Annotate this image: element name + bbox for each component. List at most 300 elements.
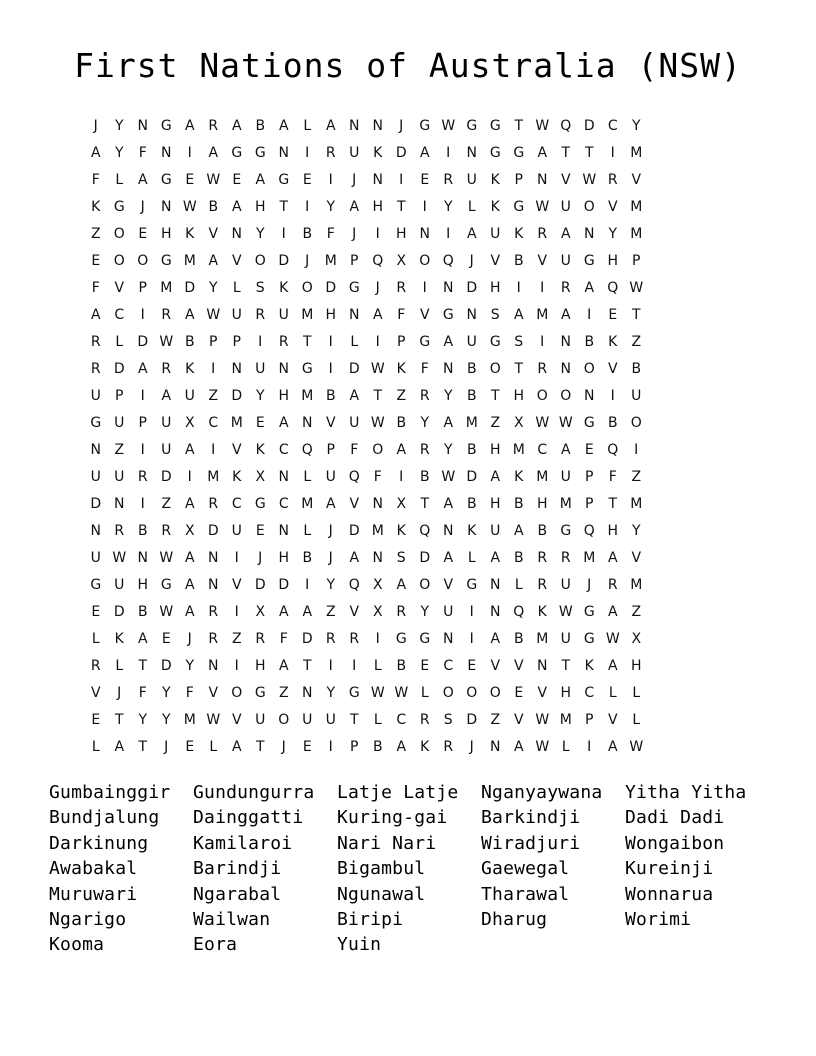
grid-letter[interactable]: B [631,361,642,377]
grid-letter[interactable]: R [255,631,266,647]
grid-letter[interactable]: N [208,550,219,566]
grid-letter[interactable]: L [632,712,641,728]
grid-letter[interactable]: A [161,388,172,404]
grid-letter[interactable]: Z [161,496,172,512]
grid-letter[interactable]: V [631,550,642,566]
grid-letter[interactable]: M [630,226,643,242]
grid-letter[interactable]: U [231,307,242,323]
grid-letter[interactable]: D [466,712,478,728]
grid-letter[interactable]: A [137,361,148,377]
grid-letter[interactable]: A [278,604,289,620]
grid-letter[interactable]: G [442,307,454,323]
grid-letter[interactable]: O [301,280,313,296]
grid-letter[interactable]: W [206,172,221,188]
grid-letter[interactable]: Y [420,415,430,431]
grid-letter[interactable]: B [396,658,407,674]
grid-letter[interactable]: H [536,496,548,512]
grid-letter[interactable]: B [537,523,548,539]
grid-letter[interactable]: V [90,685,101,701]
grid-letter[interactable]: U [278,307,289,323]
grid-letter[interactable]: N [302,685,313,701]
grid-letter[interactable]: F [279,631,288,647]
grid-letter[interactable]: I [258,334,263,350]
grid-letter[interactable]: A [349,550,360,566]
grid-letter[interactable]: I [446,226,451,242]
grid-letter[interactable]: D [466,469,478,485]
grid-letter[interactable]: O [630,415,642,431]
grid-letter[interactable]: I [422,280,427,296]
grid-letter[interactable]: L [115,658,124,674]
grid-letter[interactable]: I [516,280,521,296]
grid-letter[interactable]: L [303,523,312,539]
grid-letter[interactable]: Y [326,199,336,215]
grid-letter[interactable]: Y [443,388,453,404]
grid-letter[interactable]: I [305,145,310,161]
grid-letter[interactable]: U [466,172,477,188]
grid-letter[interactable]: J [164,739,169,755]
grid-letter[interactable]: I [328,361,333,377]
grid-letter[interactable]: P [350,739,359,755]
grid-letter[interactable]: R [607,577,618,593]
grid-letter[interactable]: O [419,253,431,269]
grid-letter[interactable]: B [466,388,477,404]
grid-letter[interactable]: Z [278,685,289,701]
grid-letter[interactable]: F [397,307,406,323]
grid-letter[interactable]: U [631,388,642,404]
grid-letter[interactable]: A [560,442,571,458]
grid-letter[interactable]: E [420,172,430,188]
grid-letter[interactable]: R [443,739,454,755]
grid-letter[interactable]: C [443,658,454,674]
grid-letter[interactable]: L [373,712,382,728]
grid-letter[interactable]: B [255,118,266,134]
grid-letter[interactable]: U [349,415,360,431]
grid-letter[interactable]: R [607,172,618,188]
grid-letter[interactable]: V [607,361,618,377]
grid-letter[interactable]: I [234,658,239,674]
grid-letter[interactable]: A [349,199,360,215]
grid-letter[interactable]: E [255,523,265,539]
grid-letter[interactable]: D [113,361,125,377]
grid-letter[interactable]: R [325,631,336,647]
grid-letter[interactable]: N [560,334,571,350]
grid-letter[interactable]: M [301,388,314,404]
grid-letter[interactable]: M [536,469,549,485]
grid-letter[interactable]: D [325,280,337,296]
grid-letter[interactable]: N [490,739,501,755]
grid-letter[interactable]: G [419,334,431,350]
grid-letter[interactable]: J [117,685,122,701]
grid-letter[interactable]: A [419,145,430,161]
grid-letter[interactable]: Y [138,712,148,728]
grid-letter[interactable]: Y [631,523,641,539]
grid-letter[interactable]: I [422,199,427,215]
grid-letter[interactable]: V [513,658,524,674]
grid-letter[interactable]: R [537,577,548,593]
grid-letter[interactable]: N [278,469,289,485]
grid-letter[interactable]: R [560,280,571,296]
grid-letter[interactable]: I [211,442,216,458]
grid-letter[interactable]: E [608,307,618,323]
grid-letter[interactable]: I [375,226,380,242]
grid-letter[interactable]: R [90,361,101,377]
grid-letter[interactable]: J [328,523,333,539]
grid-letter[interactable]: A [537,145,548,161]
grid-letter[interactable]: R [208,631,219,647]
grid-letter[interactable]: Y [443,442,453,458]
grid-letter[interactable]: H [560,685,572,701]
grid-letter[interactable]: W [558,415,573,431]
grid-letter[interactable]: R [90,658,101,674]
grid-letter[interactable]: B [137,523,148,539]
grid-letter[interactable]: W [394,685,409,701]
grid-letter[interactable]: V [443,577,454,593]
grid-letter[interactable]: P [514,172,523,188]
grid-letter[interactable]: K [91,199,101,215]
grid-letter[interactable]: W [629,739,644,755]
grid-letter[interactable]: O [419,577,431,593]
grid-letter[interactable]: C [114,307,125,323]
grid-letter[interactable]: G [231,145,243,161]
grid-letter[interactable]: N [419,226,430,242]
grid-letter[interactable]: E [91,604,101,620]
grid-letter[interactable]: M [301,496,314,512]
grid-letter[interactable]: D [583,118,595,134]
grid-letter[interactable]: Q [583,523,595,539]
grid-letter[interactable]: N [443,523,454,539]
grid-letter[interactable]: J [258,550,263,566]
grid-letter[interactable]: T [490,388,500,404]
grid-letter[interactable]: V [231,577,242,593]
grid-letter[interactable]: O [442,685,454,701]
grid-letter[interactable]: D [419,550,431,566]
grid-letter[interactable]: M [301,307,314,323]
grid-letter[interactable]: A [184,307,195,323]
grid-letter[interactable]: L [467,199,476,215]
grid-letter[interactable]: A [278,118,289,134]
grid-letter[interactable]: N [114,496,125,512]
grid-letter[interactable]: I [140,307,145,323]
grid-letter[interactable]: W [182,199,197,215]
grid-letter[interactable]: N [372,172,383,188]
grid-letter[interactable]: T [420,496,430,512]
grid-letter[interactable]: A [396,739,407,755]
grid-letter[interactable]: U [255,712,266,728]
grid-letter[interactable]: B [325,388,336,404]
grid-letter[interactable]: A [137,631,148,647]
grid-letter[interactable]: F [420,361,429,377]
letter-grid[interactable] [84,113,648,761]
grid-letter[interactable]: D [160,658,172,674]
grid-letter[interactable]: C [537,442,548,458]
grid-letter[interactable]: M [371,523,384,539]
grid-letter[interactable]: L [561,739,570,755]
grid-letter[interactable]: M [630,145,643,161]
grid-letter[interactable]: I [211,361,216,377]
grid-letter[interactable]: X [631,631,642,647]
grid-letter[interactable]: H [630,658,642,674]
grid-letter[interactable]: T [349,712,359,728]
grid-letter[interactable]: L [420,685,429,701]
grid-letter[interactable]: T [608,496,618,512]
grid-letter[interactable]: E [185,739,195,755]
grid-letter[interactable]: C [584,685,595,701]
grid-letter[interactable]: F [138,685,147,701]
grid-letter[interactable]: N [584,226,595,242]
grid-letter[interactable]: A [466,226,477,242]
grid-letter[interactable]: N [443,280,454,296]
grid-letter[interactable]: V [231,442,242,458]
grid-letter[interactable]: Y [114,145,124,161]
grid-letter[interactable]: W [159,334,174,350]
grid-letter[interactable]: D [137,334,149,350]
grid-letter[interactable]: T [631,307,641,323]
grid-letter[interactable]: W [535,739,550,755]
grid-letter[interactable]: K [608,334,618,350]
grid-letter[interactable]: J [352,226,357,242]
grid-letter[interactable]: M [324,253,337,269]
grid-letter[interactable]: Q [607,280,619,296]
grid-letter[interactable]: H [607,523,619,539]
grid-letter[interactable]: W [441,118,456,134]
grid-letter[interactable]: G [513,145,525,161]
grid-letter[interactable]: I [140,496,145,512]
grid-letter[interactable]: L [91,739,100,755]
grid-letter[interactable]: G [278,172,290,188]
grid-letter[interactable]: B [466,496,477,512]
grid-letter[interactable]: Z [631,334,642,350]
grid-letter[interactable]: N [231,361,242,377]
grid-letter[interactable]: B [419,469,430,485]
grid-letter[interactable]: R [255,307,266,323]
grid-letter[interactable]: A [184,118,195,134]
grid-letter[interactable]: E [91,712,101,728]
grid-letter[interactable]: A [114,739,125,755]
grid-letter[interactable]: X [372,604,383,620]
grid-letter[interactable]: P [138,280,147,296]
grid-letter[interactable]: X [184,415,195,431]
grid-letter[interactable]: A [231,118,242,134]
grid-letter[interactable]: V [114,280,125,296]
grid-letter[interactable]: U [114,415,125,431]
grid-letter[interactable]: I [469,604,474,620]
grid-letter[interactable]: U [90,550,101,566]
grid-letter[interactable]: C [607,118,618,134]
grid-letter[interactable]: A [443,334,454,350]
grid-letter[interactable]: C [396,712,407,728]
grid-letter[interactable]: J [469,253,474,269]
grid-letter[interactable]: W [206,307,221,323]
grid-letter[interactable]: U [90,469,101,485]
grid-letter[interactable]: A [443,550,454,566]
grid-letter[interactable]: N [490,577,501,593]
grid-letter[interactable]: U [560,577,571,593]
grid-letter[interactable]: R [537,550,548,566]
grid-letter[interactable]: S [443,712,453,728]
grid-letter[interactable]: A [490,631,501,647]
grid-letter[interactable]: N [278,361,289,377]
grid-letter[interactable]: Y [161,685,171,701]
grid-letter[interactable]: I [140,388,145,404]
grid-letter[interactable]: L [115,334,124,350]
grid-letter[interactable]: N [466,307,477,323]
grid-letter[interactable]: D [160,469,172,485]
grid-letter[interactable]: K [279,280,289,296]
grid-letter[interactable]: N [161,199,172,215]
grid-letter[interactable]: O [560,388,572,404]
grid-letter[interactable]: M [183,253,196,269]
grid-letter[interactable]: M [183,712,196,728]
grid-letter[interactable]: A [184,604,195,620]
grid-letter[interactable]: G [301,361,313,377]
grid-letter[interactable]: D [231,388,243,404]
grid-letter[interactable]: N [90,523,101,539]
grid-letter[interactable]: I [328,739,333,755]
grid-letter[interactable]: K [467,523,477,539]
grid-letter[interactable]: V [560,172,571,188]
grid-letter[interactable]: F [350,442,359,458]
grid-letter[interactable]: K [255,442,265,458]
grid-letter[interactable]: U [466,334,477,350]
grid-letter[interactable]: P [209,334,218,350]
grid-letter[interactable]: Q [348,577,360,593]
grid-letter[interactable]: R [443,172,454,188]
grid-letter[interactable]: T [514,118,524,134]
grid-letter[interactable]: A [137,172,148,188]
grid-letter[interactable]: J [399,118,404,134]
grid-letter[interactable]: W [112,550,127,566]
grid-letter[interactable]: D [254,577,266,593]
grid-letter[interactable]: B [208,199,219,215]
grid-letter[interactable]: R [90,334,101,350]
grid-letter[interactable]: U [161,442,172,458]
grid-letter[interactable]: I [187,469,192,485]
grid-letter[interactable]: O [372,442,384,458]
grid-letter[interactable]: W [206,712,221,728]
grid-letter[interactable]: H [372,199,384,215]
grid-letter[interactable]: I [234,604,239,620]
grid-letter[interactable]: A [184,442,195,458]
grid-letter[interactable]: P [326,442,335,458]
grid-letter[interactable]: I [187,145,192,161]
grid-letter[interactable]: U [560,199,571,215]
grid-letter[interactable]: V [349,496,360,512]
grid-letter[interactable]: W [535,415,550,431]
grid-letter[interactable]: A [90,307,101,323]
grid-letter[interactable]: G [489,118,501,134]
grid-letter[interactable]: M [465,415,478,431]
grid-letter[interactable]: O [489,361,501,377]
grid-letter[interactable]: A [208,253,219,269]
grid-letter[interactable]: G [113,199,125,215]
grid-letter[interactable]: I [540,280,545,296]
grid-letter[interactable]: O [231,685,243,701]
grid-letter[interactable]: N [584,388,595,404]
grid-letter[interactable]: A [231,199,242,215]
grid-letter[interactable]: O [254,253,266,269]
grid-letter[interactable]: N [208,577,219,593]
grid-letter[interactable]: M [559,496,572,512]
grid-letter[interactable]: O [583,361,595,377]
grid-letter[interactable]: A [90,145,101,161]
grid-letter[interactable]: A [325,496,336,512]
grid-letter[interactable]: X [372,577,383,593]
grid-letter[interactable]: A [607,658,618,674]
grid-letter[interactable]: A [255,172,266,188]
grid-letter[interactable]: G [583,631,595,647]
grid-letter[interactable]: C [278,442,289,458]
grid-letter[interactable]: R [208,496,219,512]
grid-letter[interactable]: B [302,226,313,242]
grid-letter[interactable]: J [469,739,474,755]
grid-letter[interactable]: X [396,253,407,269]
grid-letter[interactable]: H [489,280,501,296]
grid-letter[interactable]: D [395,145,407,161]
grid-letter[interactable]: V [607,199,618,215]
grid-letter[interactable]: U [560,469,571,485]
grid-letter[interactable]: K [490,172,500,188]
grid-letter[interactable]: N [443,361,454,377]
grid-letter[interactable]: B [513,631,524,647]
grid-letter[interactable]: G [90,415,102,431]
grid-letter[interactable]: S [514,334,524,350]
grid-letter[interactable]: B [584,334,595,350]
grid-letter[interactable]: E [232,172,242,188]
grid-letter[interactable]: G [160,172,172,188]
grid-letter[interactable]: R [419,442,430,458]
grid-letter[interactable]: A [184,577,195,593]
grid-letter[interactable]: O [583,199,595,215]
grid-letter[interactable]: A [278,658,289,674]
grid-letter[interactable]: K [514,226,524,242]
grid-letter[interactable]: U [560,253,571,269]
grid-letter[interactable]: F [138,145,147,161]
grid-letter[interactable]: F [185,685,194,701]
grid-letter[interactable]: J [375,280,380,296]
grid-letter[interactable]: Z [396,388,407,404]
grid-letter[interactable]: B [184,334,195,350]
grid-letter[interactable]: L [303,469,312,485]
grid-letter[interactable]: M [630,496,643,512]
grid-letter[interactable]: L [514,577,523,593]
grid-letter[interactable]: I [610,145,615,161]
grid-letter[interactable]: N [490,604,501,620]
grid-letter[interactable]: R [208,118,219,134]
grid-letter[interactable]: I [352,658,357,674]
grid-letter[interactable]: Q [301,442,313,458]
grid-letter[interactable]: R [278,334,289,350]
grid-letter[interactable]: P [585,469,594,485]
grid-letter[interactable]: T [561,145,571,161]
grid-letter[interactable]: W [370,415,385,431]
grid-letter[interactable]: X [255,604,266,620]
grid-letter[interactable]: P [585,496,594,512]
grid-letter[interactable]: V [208,685,219,701]
grid-letter[interactable]: M [630,199,643,215]
grid-letter[interactable]: T [114,712,124,728]
grid-letter[interactable]: N [466,145,477,161]
grid-letter[interactable]: P [397,334,406,350]
grid-letter[interactable]: A [208,145,219,161]
grid-letter[interactable]: S [490,307,500,323]
grid-letter[interactable]: G [489,334,501,350]
grid-letter[interactable]: H [395,226,407,242]
grid-letter[interactable]: Q [560,118,572,134]
grid-letter[interactable]: T [514,361,524,377]
grid-letter[interactable]: H [137,577,149,593]
grid-letter[interactable]: T [396,199,406,215]
grid-letter[interactable]: R [325,145,336,161]
